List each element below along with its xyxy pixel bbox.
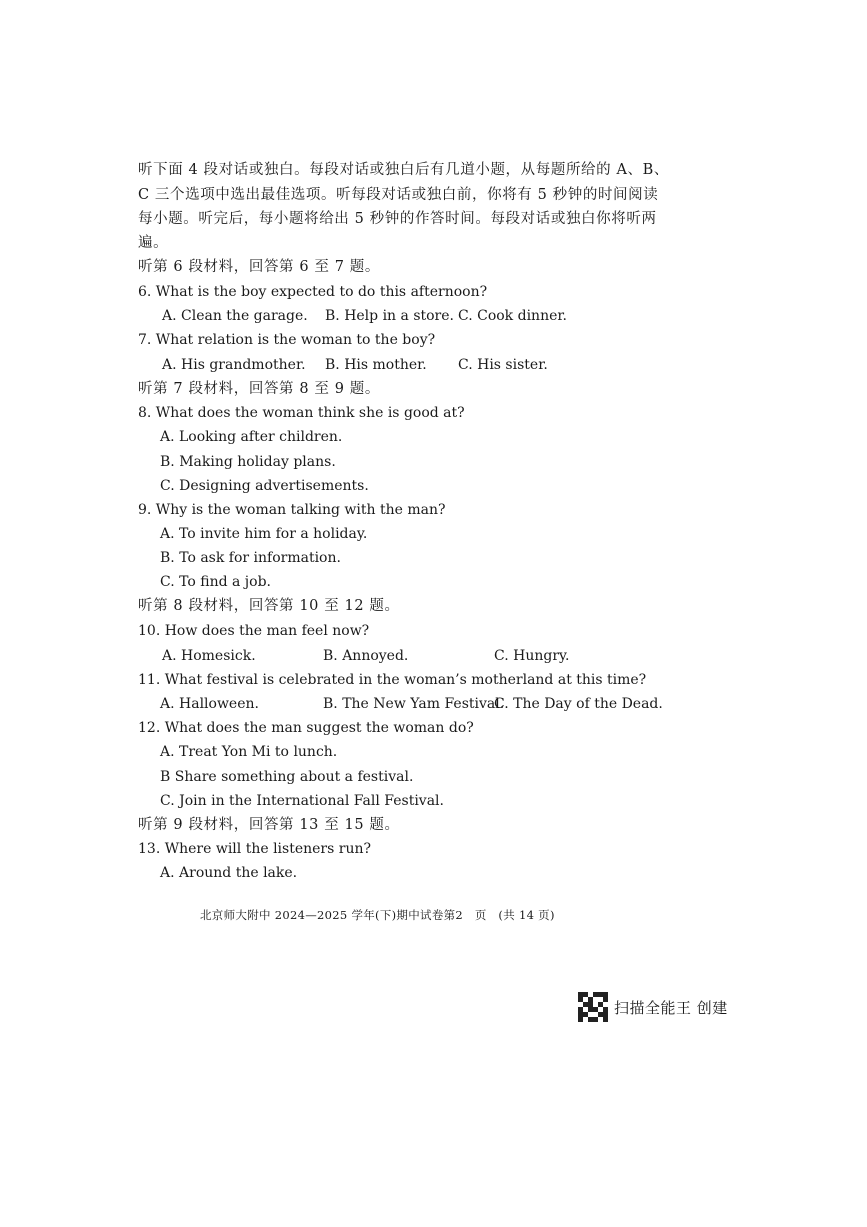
section-heading: 听第 9 段材料，回答第 13 至 15 题。: [138, 817, 400, 833]
qr-code-icon: [578, 992, 608, 1022]
option-b: B. Making holiday plans.: [160, 454, 336, 470]
watermark-text: 扫描全能王 创建: [614, 998, 728, 1017]
section-heading: 听第 7 段材料，回答第 8 至 9 题。: [138, 381, 380, 397]
page-footer: 北京师大附中 2024—2025 学年(下)期中试卷第2 页 (共 14 页): [200, 908, 555, 922]
option-a: A. Treat Yon Mi to lunch.: [160, 744, 338, 760]
section-heading: 听第 8 段材料，回答第 10 至 12 题。: [138, 598, 400, 614]
question-stem: 13. Where will the listeners run?: [138, 841, 371, 857]
option-a: A. Halloween.: [160, 696, 259, 712]
option-c: C. The Day of the Dead.: [494, 696, 663, 712]
intro-line: 遍。: [138, 235, 169, 251]
question-stem: 10. How does the man feel now?: [138, 623, 370, 639]
option-b: B. Help in a store.: [325, 308, 454, 324]
option-a: A. Around the lake.: [160, 865, 298, 881]
option-b: B. Annoyed.: [323, 648, 409, 664]
option-b: B Share something about a festival.: [160, 769, 414, 785]
intro-line: 听下面 4 段对话或独白。每段对话或独白后有几道小题，从每题所给的 A、B、: [138, 162, 669, 178]
option-c: C. Cook dinner.: [458, 308, 567, 324]
question-stem: 11. What festival is celebrated in the woman’s motherland at this time?: [138, 672, 647, 688]
option-b: B. The New Yam Festival.: [323, 696, 505, 712]
option-a: A. To invite him for a holiday.: [160, 526, 368, 542]
question-stem: 8. What does the woman think she is good at?: [138, 405, 465, 421]
option-c: C. His sister.: [458, 357, 548, 373]
option-c: C. Designing advertisements.: [160, 478, 369, 494]
option-c: C. Join in the International Fall Festival.: [160, 793, 444, 809]
option-c: C. Hungry.: [494, 648, 570, 664]
intro-line: 每小题。听完后，每小题将给出 5 秒钟的作答时间。每段对话或独白你将听两: [138, 211, 657, 227]
option-c: C. To find a job.: [160, 574, 271, 590]
question-stem: 9. Why is the woman talking with the man?: [138, 502, 446, 518]
option-b: B. To ask for information.: [160, 550, 341, 566]
option-a: A. Looking after children.: [160, 429, 343, 445]
section-heading: 听第 6 段材料，回答第 6 至 7 题。: [138, 259, 380, 275]
intro-line: C 三个选项中选出最佳选项。听每段对话或独白前，你将有 5 秒钟的时间阅读: [138, 187, 659, 203]
option-a: A. Clean the garage.: [162, 308, 308, 324]
scanner-watermark: [578, 992, 728, 1022]
question-stem: 12. What does the man suggest the woman do?: [138, 720, 474, 736]
question-stem: 7. What relation is the woman to the boy?: [138, 332, 436, 348]
option-a: A. His grandmother.: [162, 357, 306, 373]
option-b: B. His mother.: [325, 357, 427, 373]
question-stem: 6. What is the boy expected to do this afternoon?: [138, 284, 488, 300]
option-a: A. Homesick.: [162, 648, 256, 664]
